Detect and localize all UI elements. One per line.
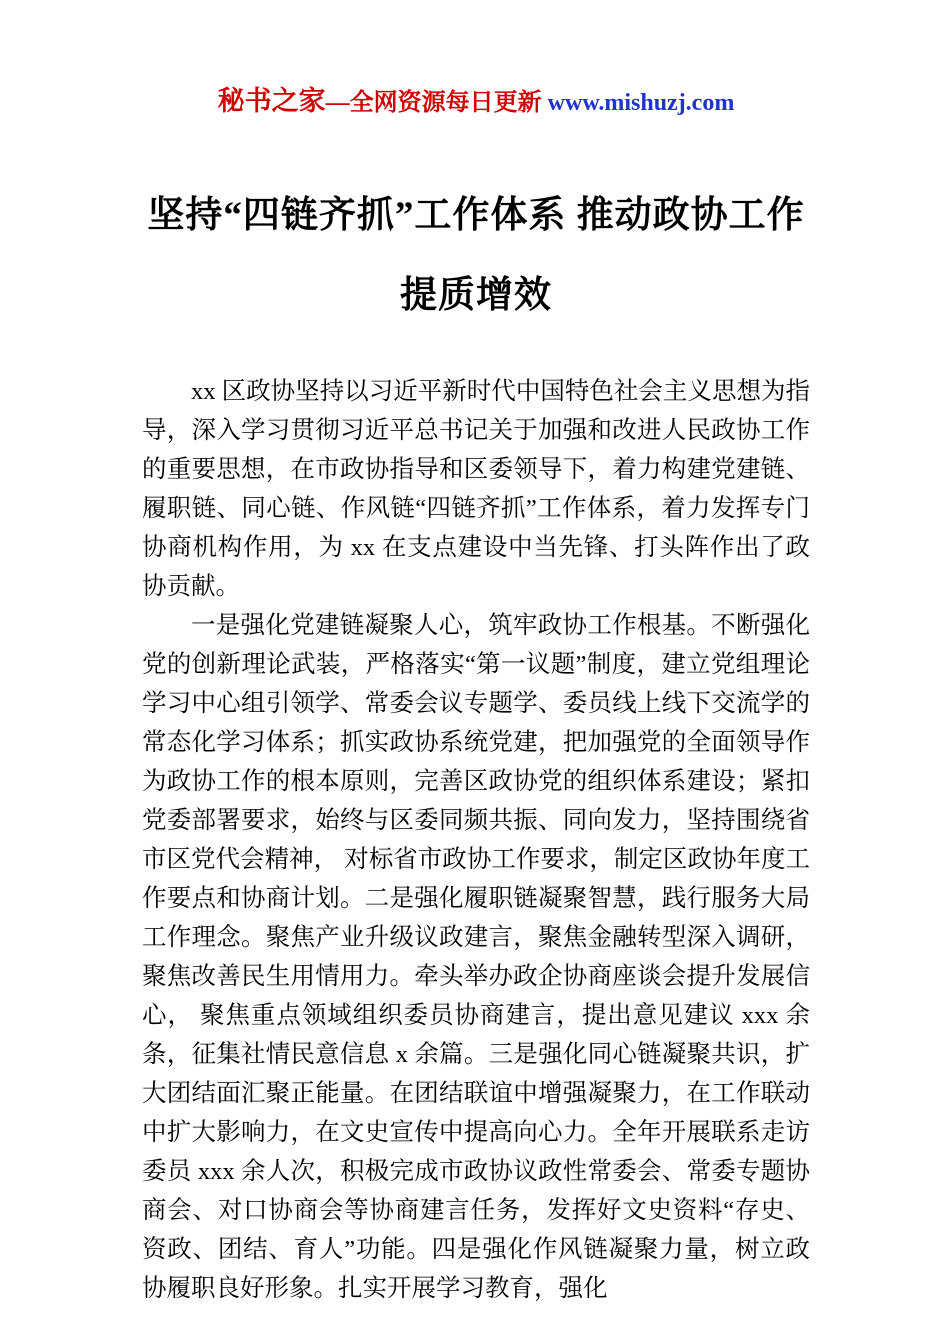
- paragraph: 一是强化党建链凝聚人心，筑牢政协工作根基。不断强化党的创新理论武装，严格落实“第一议题”制度，建立党组理论学习中心组引领学、常委会议专题学、委员线上线下交流学的常态化学习体系；抓实政协系统党建，把加强党的全面领导作为政协工作的根本原则，完善区政协党的组织体系建设；紧扣党委部署要求，始终与区委同频共振、同向发力，坚持围绕省市区党代会精神， 对标省市政协工作要求，制定区政协年度工作要点和协商计划。二是强化履职链凝聚智慧，践行服务大局工作理念。聚焦产业升级议政建言，聚焦金融转型深入调研，聚焦改善民生用情用力。牵头举办政企协商座谈会提升发展信心， 聚焦重点领域组织委员协商建言，提出意见建议 xxx 余条，征集社情民意信息 x 余篇。三是强化同心链凝聚共识，扩大团结面汇聚正能量。在团结联谊中增强凝聚力，在工作联动中扩大影响力，在文史宣传中提高向心力。全年开展联系走访委员 xxx 余人次，积极完成市政协议政性常委会、常委专题协商会、对口协商会等协商建言任务，发挥好文史资料“存史、资政、团结、育人”功能。四是强化作风链凝聚力量，树立政协履职良好形象。扎实开展学习教育，强化: [142, 612, 810, 1302]
- site-url-link[interactable]: www.mishuzj.com: [547, 90, 735, 116]
- document-body: [142, 372, 810, 1308]
- site-tagline: —全网资源每日更新: [325, 90, 548, 116]
- site-name: 秘书之家: [217, 86, 326, 116]
- document-title: 坚持“四链齐抓”工作体系 推动政协工作提质增效: [147, 195, 805, 316]
- site-header: [142, 86, 810, 118]
- paragraph: xx 区政协坚持以习近平新时代中国特色社会主义思想为指导，深入学习贯彻习近平总书记关于加强和改进人民政协工作的重要思想，在市政协指导和区委领导下，着力构建党建链、履职链、同心链、作风链“四链齐抓”工作体系，着力发挥专门协商机构作用，为 xx 在支点建设中当先锋、打头阵作出了政协贡献。: [142, 378, 810, 600]
